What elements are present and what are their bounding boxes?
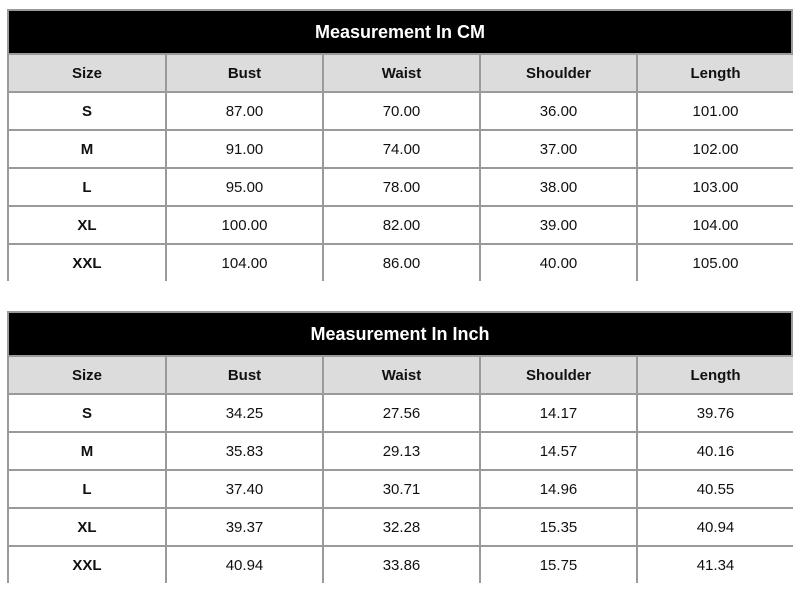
header-shoulder: Shoulder — [481, 55, 636, 91]
header-bust: Bust — [167, 357, 322, 393]
waist-cell: 78.00 — [324, 169, 479, 205]
shoulder-cell: 15.35 — [481, 509, 636, 545]
size-table-cm — [7, 9, 793, 281]
bust-cell: 37.40 — [167, 471, 322, 507]
bust-cell: 39.37 — [167, 509, 322, 545]
waist-cell: 82.00 — [324, 207, 479, 243]
header-length: Length — [638, 357, 793, 393]
header-bust: Bust — [167, 55, 322, 91]
bust-cell: 100.00 — [167, 207, 322, 243]
bust-cell: 104.00 — [167, 245, 322, 281]
bust-cell: 34.25 — [167, 395, 322, 431]
size-cell: L — [9, 471, 165, 507]
bust-cell: 95.00 — [167, 169, 322, 205]
table-title: Measurement In CM — [9, 11, 791, 53]
shoulder-cell: 14.96 — [481, 471, 636, 507]
length-cell: 40.16 — [638, 433, 793, 469]
header-size: Size — [9, 55, 165, 91]
waist-cell: 70.00 — [324, 93, 479, 129]
size-cell: L — [9, 169, 165, 205]
waist-cell: 29.13 — [324, 433, 479, 469]
size-table-inch — [7, 311, 793, 583]
header-waist: Waist — [324, 357, 479, 393]
length-cell: 39.76 — [638, 395, 793, 431]
waist-cell: 86.00 — [324, 245, 479, 281]
size-cell: XXL — [9, 245, 165, 281]
header-length: Length — [638, 55, 793, 91]
shoulder-cell: 40.00 — [481, 245, 636, 281]
shoulder-cell: 38.00 — [481, 169, 636, 205]
table-title: Measurement In Inch — [9, 313, 791, 355]
waist-cell: 30.71 — [324, 471, 479, 507]
length-cell: 105.00 — [638, 245, 793, 281]
size-cell: XL — [9, 207, 165, 243]
length-cell: 102.00 — [638, 131, 793, 167]
shoulder-cell: 37.00 — [481, 131, 636, 167]
table-grid — [9, 357, 791, 583]
length-cell: 41.34 — [638, 547, 793, 583]
shoulder-cell: 15.75 — [481, 547, 636, 583]
header-shoulder: Shoulder — [481, 357, 636, 393]
shoulder-cell: 39.00 — [481, 207, 636, 243]
size-cell: M — [9, 433, 165, 469]
size-cell: S — [9, 395, 165, 431]
bust-cell: 35.83 — [167, 433, 322, 469]
waist-cell: 74.00 — [324, 131, 479, 167]
bust-cell: 40.94 — [167, 547, 322, 583]
length-cell: 40.55 — [638, 471, 793, 507]
length-cell: 103.00 — [638, 169, 793, 205]
waist-cell: 27.56 — [324, 395, 479, 431]
shoulder-cell: 36.00 — [481, 93, 636, 129]
shoulder-cell: 14.57 — [481, 433, 636, 469]
length-cell: 104.00 — [638, 207, 793, 243]
bust-cell: 91.00 — [167, 131, 322, 167]
size-cell: XL — [9, 509, 165, 545]
bust-cell: 87.00 — [167, 93, 322, 129]
length-cell: 101.00 — [638, 93, 793, 129]
size-cell: XXL — [9, 547, 165, 583]
waist-cell: 32.28 — [324, 509, 479, 545]
size-cell: M — [9, 131, 165, 167]
size-cell: S — [9, 93, 165, 129]
shoulder-cell: 14.17 — [481, 395, 636, 431]
header-waist: Waist — [324, 55, 479, 91]
table-grid — [9, 55, 791, 281]
waist-cell: 33.86 — [324, 547, 479, 583]
length-cell: 40.94 — [638, 509, 793, 545]
header-size: Size — [9, 357, 165, 393]
